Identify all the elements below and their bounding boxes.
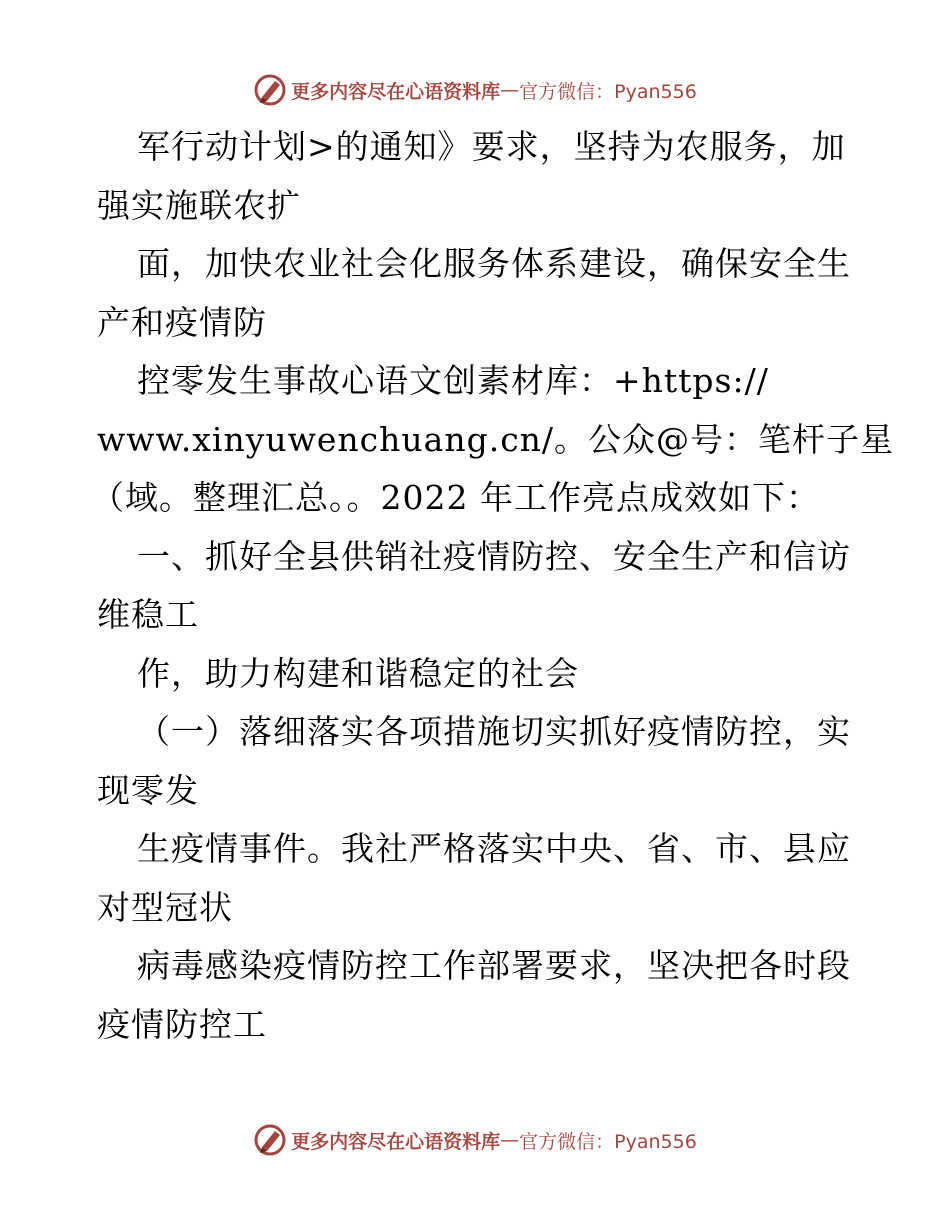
body-line: 现零发 [97,770,199,810]
body-line: 军行动计划>的通知》要求，坚持为农服务，加 [137,127,846,166]
body-line: 生疫情事件。我社严格落实中央、省、市、县应 [137,829,851,868]
body-line: 一、抓好全县供销社疫情防控、安全生产和信访 [137,536,851,576]
header-wechat-text: 官方微信：Pyan556 [519,80,697,103]
body-line: 病毒感染疫情防控工作部署要求，坚决把各时段 [137,946,851,985]
body-line: 产和疫情防 [97,302,267,342]
header-banner [0,70,950,110]
body-line: 维稳工 [97,595,199,634]
body-line: （域。整理汇总。。2022 年工作亮点成效如下： [91,478,820,517]
footer-banner [0,1120,950,1160]
header-site-text: 更多内容尽在心语资料库 [291,80,501,103]
pen-logo-icon [253,73,287,107]
footer-wechat-text: 官方微信：Pyan556 [519,1130,697,1153]
body-line: www.xinyuwenchuang.cn/。公众@号：笔杆子星 [97,419,895,459]
body-line: 控零发生事故心语文创素材库：+https:// [137,361,769,400]
footer-site-text: 更多内容尽在心语资料库 [291,1130,501,1153]
body-line: 面，加快农业社会化服务体系建设，确保安全生 [137,244,851,283]
body-line: 疫情防控工 [97,1004,267,1044]
header-dash: — [500,79,520,101]
body-line: （一）落细落实各项措施切实抓好疫情防控，实 [137,712,851,751]
body-line: 强实施联农扩 [97,185,301,225]
document-body [91,118,895,1054]
body-line: 对型冠状 [97,887,233,927]
body-line: 作，助力构建和谐稳定的社会 [137,653,579,693]
pen-logo-icon [253,1123,287,1157]
footer-dash: — [500,1129,520,1151]
